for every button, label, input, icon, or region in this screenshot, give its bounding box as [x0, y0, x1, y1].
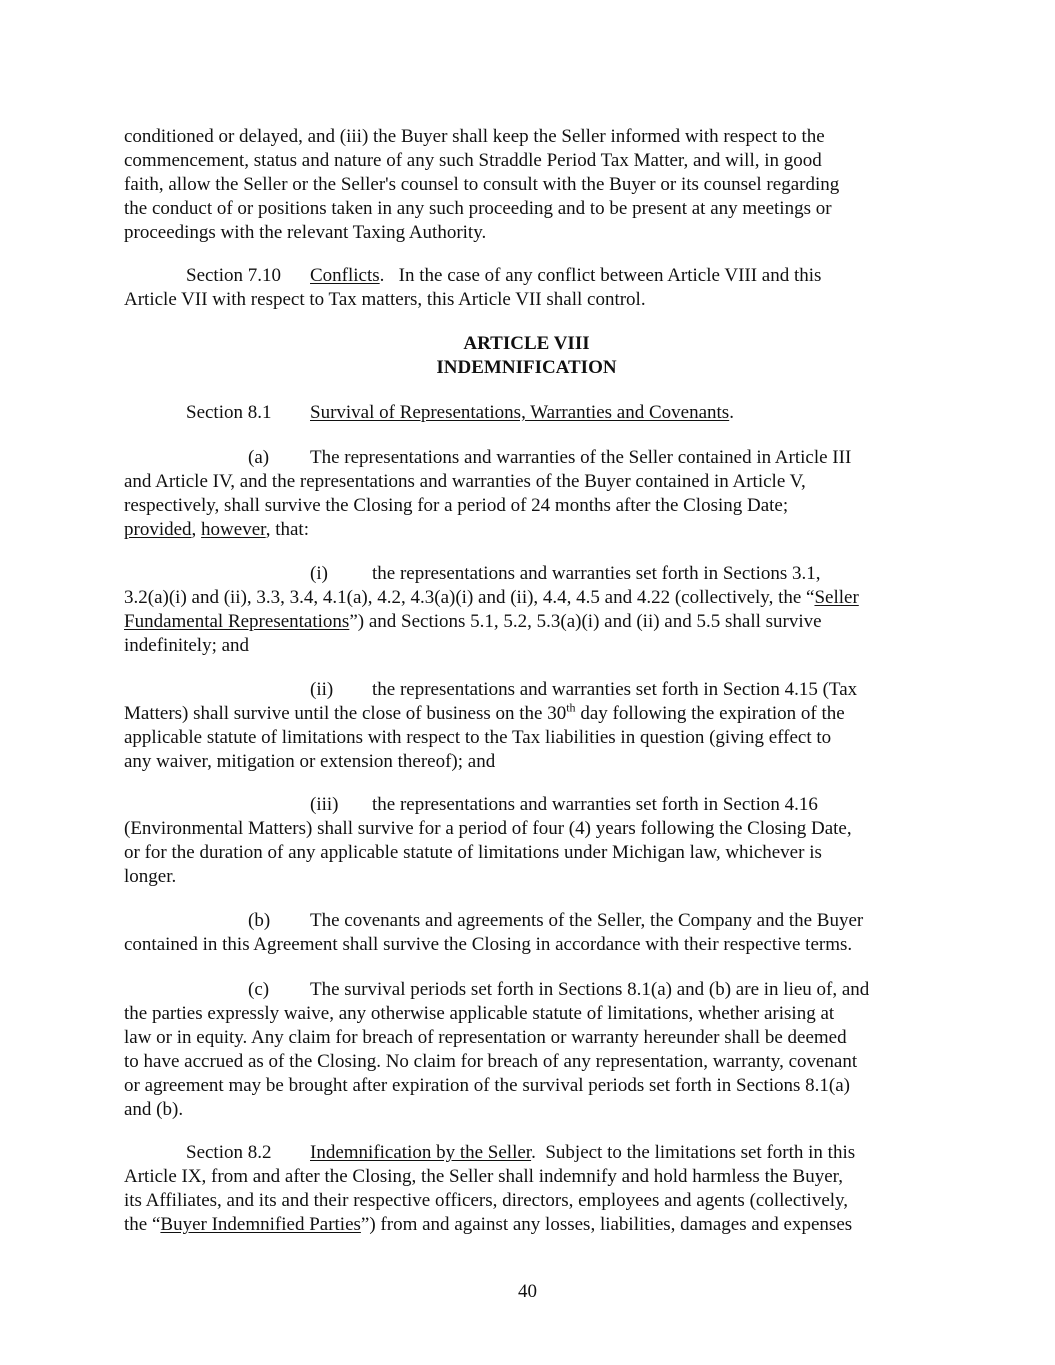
paragraph-straddle-continuation: [124, 125, 929, 245]
text-line: [124, 586, 929, 610]
text-line: or for the duration of any applicable statute of limitations under Michigan law, whichever is: [124, 842, 822, 863]
text-line: and Article IV, and the representations and warranties of the Buyer contained in Article V,: [124, 471, 806, 492]
item-label: (iii): [310, 794, 339, 815]
text-line: respectively, shall survive the Closing for a period of 24 months after the Closing Date;: [124, 495, 789, 516]
text-line: applicable statute of limitations with respect to the Tax liabilities in question (giving effect to: [124, 727, 832, 748]
section-number: Section 8.1: [186, 402, 272, 423]
text-run: . Subject to the limitations set forth in this: [531, 1142, 856, 1163]
section-8-1-b: [124, 909, 929, 957]
text-line: [124, 610, 929, 634]
section-8-1-a-i: [124, 562, 929, 658]
defined-term-buyer-indemnified: Buyer Indemnified Parties: [160, 1214, 361, 1235]
text-line: longer.: [124, 866, 177, 887]
text-run: day following the expiration of the: [575, 703, 845, 724]
text-run: , that:: [265, 519, 309, 540]
text-line: to have accrued as of the Closing. No claim for breach of any representation, warranty, covenant: [124, 1051, 858, 1072]
item-label: (b): [248, 910, 271, 931]
text-run: the “: [124, 1214, 161, 1235]
text-line: Article VII with respect to Tax matters, this Article VII shall control.: [124, 289, 646, 310]
text-run: the representations and warranties set forth in Sections 3.1,: [372, 563, 821, 584]
page-number: 40: [518, 1281, 537, 1302]
section-title: Indemnification by the Seller: [310, 1142, 532, 1163]
defined-term-provided: provided: [124, 519, 192, 540]
text-line: [124, 978, 929, 1002]
text-line: the parties expressly waive, any otherwise applicable statute of limitations, whether arising at: [124, 1003, 835, 1024]
article-title: INDEMNIFICATION: [436, 357, 617, 378]
text-line: [124, 562, 929, 586]
text-run: ”) from and against any losses, liabilities, damages and expenses: [360, 1214, 853, 1235]
text-line: [124, 702, 929, 726]
text-line: [124, 1141, 929, 1165]
section-title: Conflicts: [310, 265, 380, 286]
section-8-1-a-ii: [124, 678, 929, 774]
text-run: Matters) shall survive until the close of business on the 30: [124, 703, 567, 724]
superscript: th: [566, 700, 576, 715]
section-8-1-heading: [124, 401, 929, 425]
section-8-1-a-iii: [124, 793, 929, 889]
text-run: ,: [191, 519, 202, 540]
text-line: [124, 446, 929, 470]
article-heading: [124, 332, 929, 380]
text-line: [124, 518, 929, 542]
defined-term-however: however: [201, 519, 266, 540]
text-line: faith, allow the Seller or the Seller's counsel to consult with the Buyer or its counsel regarding: [124, 174, 840, 195]
text-line: contained in this Agreement shall survive the Closing in accordance with their respective terms.: [124, 934, 853, 955]
section-title: Survival of Representations, Warranties and Covenants: [310, 402, 730, 423]
text-line: Article IX, from and after the Closing, the Seller shall indemnify and hold harmless the Buyer,: [124, 1166, 843, 1187]
text-run: . In the case of any conflict between Article VIII and this: [379, 265, 822, 286]
text-line: or agreement may be brought after expiration of the survival periods set forth in Sections 8.1(a): [124, 1075, 850, 1096]
text-line: (Environmental Matters) shall survive for a period of four (4) years following the Closing Date,: [124, 818, 852, 839]
section-number: Section 8.2: [186, 1142, 272, 1163]
defined-term-seller-fundamental-cont: Fundamental Representations: [124, 611, 350, 632]
text-run: 3.2(a)(i) and (ii), 3.3, 3.4, 4.1(a), 4.2, 4.3(a)(i) and (ii), 4.4, 4.5 and 4.22 (collectively, the “: [124, 587, 815, 608]
text-line: [124, 401, 929, 425]
text-line: indefinitely; and: [124, 635, 250, 656]
text-run: The survival periods set forth in Sections 8.1(a) and (b) are in lieu of, and: [310, 979, 870, 1000]
text-line: conditioned or delayed, and (iii) the Buyer shall keep the Seller informed with respect to the: [124, 126, 825, 147]
text-line: [124, 678, 929, 702]
section-8-1-a: [124, 446, 929, 542]
text-line: [124, 264, 929, 288]
text-line: law or in equity. Any claim for breach of representation or warranty hereunder shall be deemed: [124, 1027, 847, 1048]
text-run: .: [729, 402, 734, 423]
text-run: ”) and Sections 5.1, 5.2, 5.3(a)(i) and (ii) and 5.5 shall survive: [349, 611, 822, 632]
text-run: the representations and warranties set forth in Section 4.15 (Tax: [372, 679, 858, 700]
section-number: Section 7.10: [186, 265, 281, 286]
text-line: commencement, status and nature of any such Straddle Period Tax Matter, and will, in good: [124, 150, 822, 171]
text-line: [124, 1213, 929, 1237]
section-8-2: [124, 1141, 929, 1237]
section-8-1-c: [124, 978, 929, 1122]
text-line: its Affiliates, and its and their respective officers, directors, employees and agents (collectively,: [124, 1190, 849, 1211]
text-line: and (b).: [124, 1099, 184, 1120]
article-number: ARTICLE VIII: [463, 333, 590, 354]
text-run: The representations and warranties of the Seller contained in Article III: [310, 447, 852, 468]
defined-term-seller-fundamental: Seller: [814, 587, 859, 608]
text-run: the representations and warranties set forth in Section 4.16: [372, 794, 818, 815]
text-line: [124, 909, 929, 933]
text-run: The covenants and agreements of the Seller, the Company and the Buyer: [310, 910, 864, 931]
text-line: any waiver, mitigation or extension thereof); and: [124, 751, 496, 772]
text-line: [124, 793, 929, 817]
item-label: (ii): [310, 679, 334, 700]
section-7-10: [124, 264, 929, 312]
item-label: (a): [248, 447, 270, 468]
text-line: proceedings with the relevant Taxing Authority.: [124, 222, 487, 243]
text-line: the conduct of or positions taken in any such proceeding and to be present at any meetings or: [124, 198, 832, 219]
item-label: (c): [248, 979, 270, 1000]
item-label: (i): [310, 563, 328, 584]
